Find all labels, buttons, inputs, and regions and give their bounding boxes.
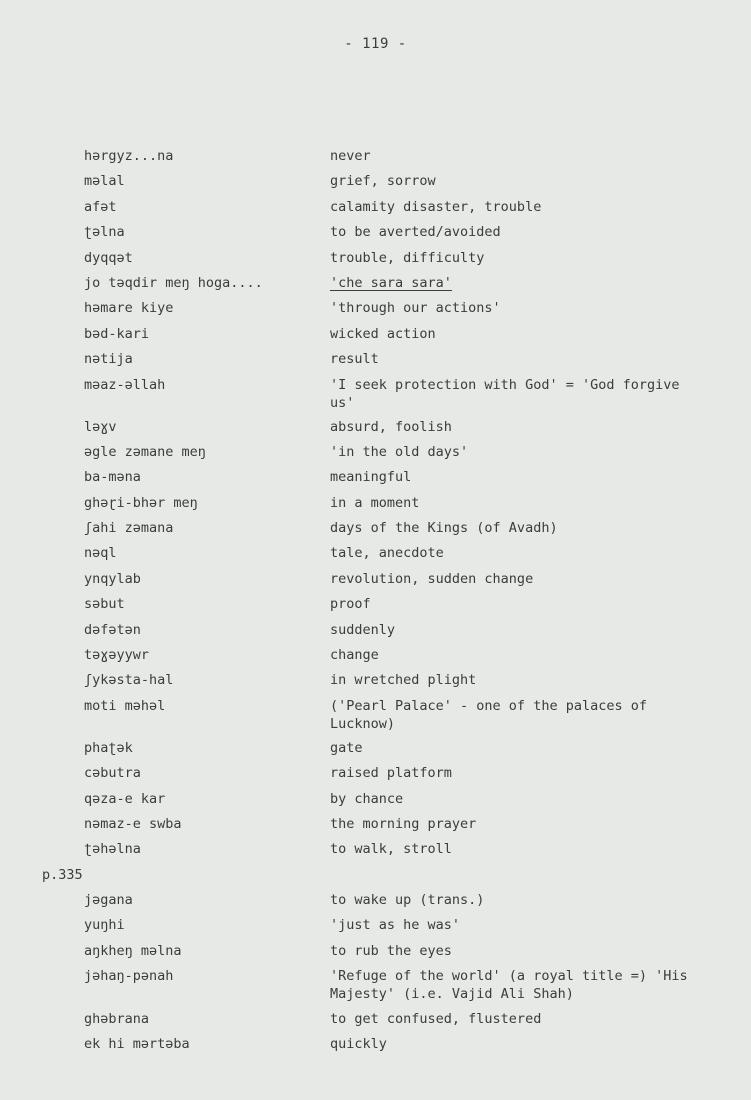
glossary-term: yuŋhi bbox=[84, 917, 125, 934]
glossary-gloss: absurd, foolish bbox=[330, 418, 452, 435]
glossary-gloss: tale, anecdote bbox=[330, 545, 444, 562]
glossary-gloss: 'I seek protection with God' = 'God forgive us' bbox=[330, 376, 680, 411]
glossary-gloss: 'through our actions' bbox=[330, 300, 501, 317]
glossary-row bbox=[0, 443, 751, 468]
glossary-term: ʃykəsta-hal bbox=[84, 672, 174, 689]
glossary-row bbox=[0, 570, 751, 595]
glossary-term: hərgyz...na bbox=[84, 148, 174, 164]
glossary-term: məlal bbox=[84, 173, 125, 190]
glossary-row bbox=[0, 223, 751, 248]
glossary-gloss: trouble, difficulty bbox=[330, 249, 485, 266]
glossary-term: moti məhəl bbox=[84, 697, 166, 714]
glossary-row bbox=[0, 544, 751, 569]
glossary-row bbox=[0, 891, 751, 916]
glossary-term: ek hi mərtəba bbox=[84, 1036, 190, 1053]
glossary-gloss: revolution, sudden change bbox=[330, 570, 534, 587]
glossary-row bbox=[0, 172, 751, 197]
page-reference-marker bbox=[0, 866, 751, 891]
glossary-term: ʃahi zəmana bbox=[84, 520, 174, 537]
glossary-term: dəfətən bbox=[84, 621, 141, 638]
glossary-row bbox=[0, 840, 751, 865]
glossary-gloss: 'Refuge of the world' (a royal title =) 'His Majesty' (i.e. Vajid Ali Shah) bbox=[330, 967, 688, 1002]
glossary-gloss: meaningful bbox=[330, 469, 412, 486]
glossary-term: nətija bbox=[84, 351, 133, 368]
glossary-row bbox=[0, 1035, 751, 1060]
glossary-term: jəgana bbox=[84, 891, 133, 908]
glossary-row bbox=[0, 916, 751, 941]
page-reference-label: p.335 bbox=[42, 866, 83, 883]
glossary-row bbox=[0, 147, 751, 172]
glossary-row bbox=[0, 519, 751, 544]
glossary-gloss: in wretched plight bbox=[330, 672, 477, 689]
glossary-gloss: quickly bbox=[330, 1036, 387, 1053]
glossary-gloss: gate bbox=[330, 739, 363, 756]
glossary-gloss: the morning prayer bbox=[330, 815, 477, 832]
glossary-term: afət bbox=[84, 198, 117, 215]
glossary-term: cəbutra bbox=[84, 765, 141, 782]
glossary-gloss: wicked action bbox=[330, 325, 436, 342]
glossary-term: ləɣv bbox=[84, 418, 117, 435]
glossary-row bbox=[0, 739, 751, 764]
glossary-row bbox=[0, 697, 751, 739]
glossary-gloss: proof bbox=[330, 596, 371, 613]
glossary-row bbox=[0, 621, 751, 646]
glossary-gloss: result bbox=[330, 351, 379, 368]
glossary-term: ʈəlna bbox=[84, 224, 125, 241]
glossary-term: ghəɽi-bhər meŋ bbox=[84, 494, 198, 511]
glossary-term: jəhaŋ-pənah bbox=[84, 967, 174, 984]
glossary-term: nəql bbox=[84, 545, 117, 562]
glossary-row bbox=[0, 468, 751, 493]
glossary-term: əgle zəmane meŋ bbox=[84, 443, 206, 460]
glossary-row bbox=[0, 671, 751, 696]
glossary-row bbox=[0, 249, 751, 274]
glossary-term: təɣəyywr bbox=[84, 647, 150, 664]
glossary-gloss: 'in the old days' bbox=[330, 443, 469, 460]
glossary-gloss: to get confused, flustered bbox=[330, 1010, 542, 1027]
glossary-term: səbut bbox=[84, 596, 125, 613]
page-number: - 119 - bbox=[344, 36, 407, 52]
glossary-term: aŋkheŋ məlna bbox=[84, 942, 182, 959]
glossary-term: nəmaz-e swba bbox=[84, 815, 182, 832]
glossary-row bbox=[0, 1010, 751, 1035]
glossary-gloss: in a moment bbox=[330, 494, 420, 511]
glossary-gloss: suddenly bbox=[330, 621, 396, 638]
glossary-row bbox=[0, 967, 751, 1010]
glossary-gloss: raised platform bbox=[330, 765, 452, 782]
glossary-term: ghəbrana bbox=[84, 1010, 150, 1027]
glossary-term: bəd-kari bbox=[84, 325, 150, 342]
glossary-gloss: 'just as he was' bbox=[330, 917, 461, 934]
glossary-row bbox=[0, 494, 751, 519]
glossary-term: dyqqət bbox=[84, 249, 133, 266]
glossary-gloss: by chance bbox=[330, 790, 404, 807]
glossary-gloss: to walk, stroll bbox=[330, 841, 452, 858]
glossary-row bbox=[0, 764, 751, 789]
glossary-term: jo təqdir meŋ hoga.... bbox=[84, 274, 263, 291]
glossary-row bbox=[0, 274, 751, 299]
glossary-row bbox=[0, 790, 751, 815]
glossary-row bbox=[0, 376, 751, 418]
glossary-gloss: to be averted/avoided bbox=[330, 224, 501, 241]
glossary-term: ba-məna bbox=[84, 469, 141, 486]
glossary-row bbox=[0, 350, 751, 375]
glossary-gloss: ('Pearl Palace' - one of the palaces of Lucknow) bbox=[330, 697, 647, 732]
glossary-term: qəza-e kar bbox=[84, 790, 166, 807]
glossary-gloss: days of the Kings (of Avadh) bbox=[330, 520, 558, 537]
glossary-term: ʈəhəlna bbox=[84, 841, 141, 858]
glossary-gloss: grief, sorrow bbox=[330, 173, 436, 190]
glossary-gloss: never bbox=[330, 148, 371, 164]
glossary-term: həmare kiye bbox=[84, 300, 174, 317]
glossary-list bbox=[0, 147, 751, 1061]
glossary-row bbox=[0, 595, 751, 620]
glossary-gloss: change bbox=[330, 647, 379, 664]
glossary-row bbox=[0, 942, 751, 967]
glossary-term: ynqylab bbox=[84, 570, 141, 587]
glossary-term: məaz-əllah bbox=[84, 376, 166, 393]
glossary-gloss: to rub the eyes bbox=[330, 942, 452, 959]
glossary-row bbox=[0, 646, 751, 671]
glossary-gloss: 'che sara sara' bbox=[330, 274, 452, 291]
glossary-row bbox=[0, 815, 751, 840]
glossary-gloss: calamity disaster, trouble bbox=[330, 198, 542, 215]
glossary-row bbox=[0, 299, 751, 324]
glossary-term: phaʈək bbox=[84, 739, 133, 756]
glossary-row bbox=[0, 418, 751, 443]
glossary-row bbox=[0, 198, 751, 223]
glossary-gloss: to wake up (trans.) bbox=[330, 891, 485, 908]
glossary-row bbox=[0, 325, 751, 350]
